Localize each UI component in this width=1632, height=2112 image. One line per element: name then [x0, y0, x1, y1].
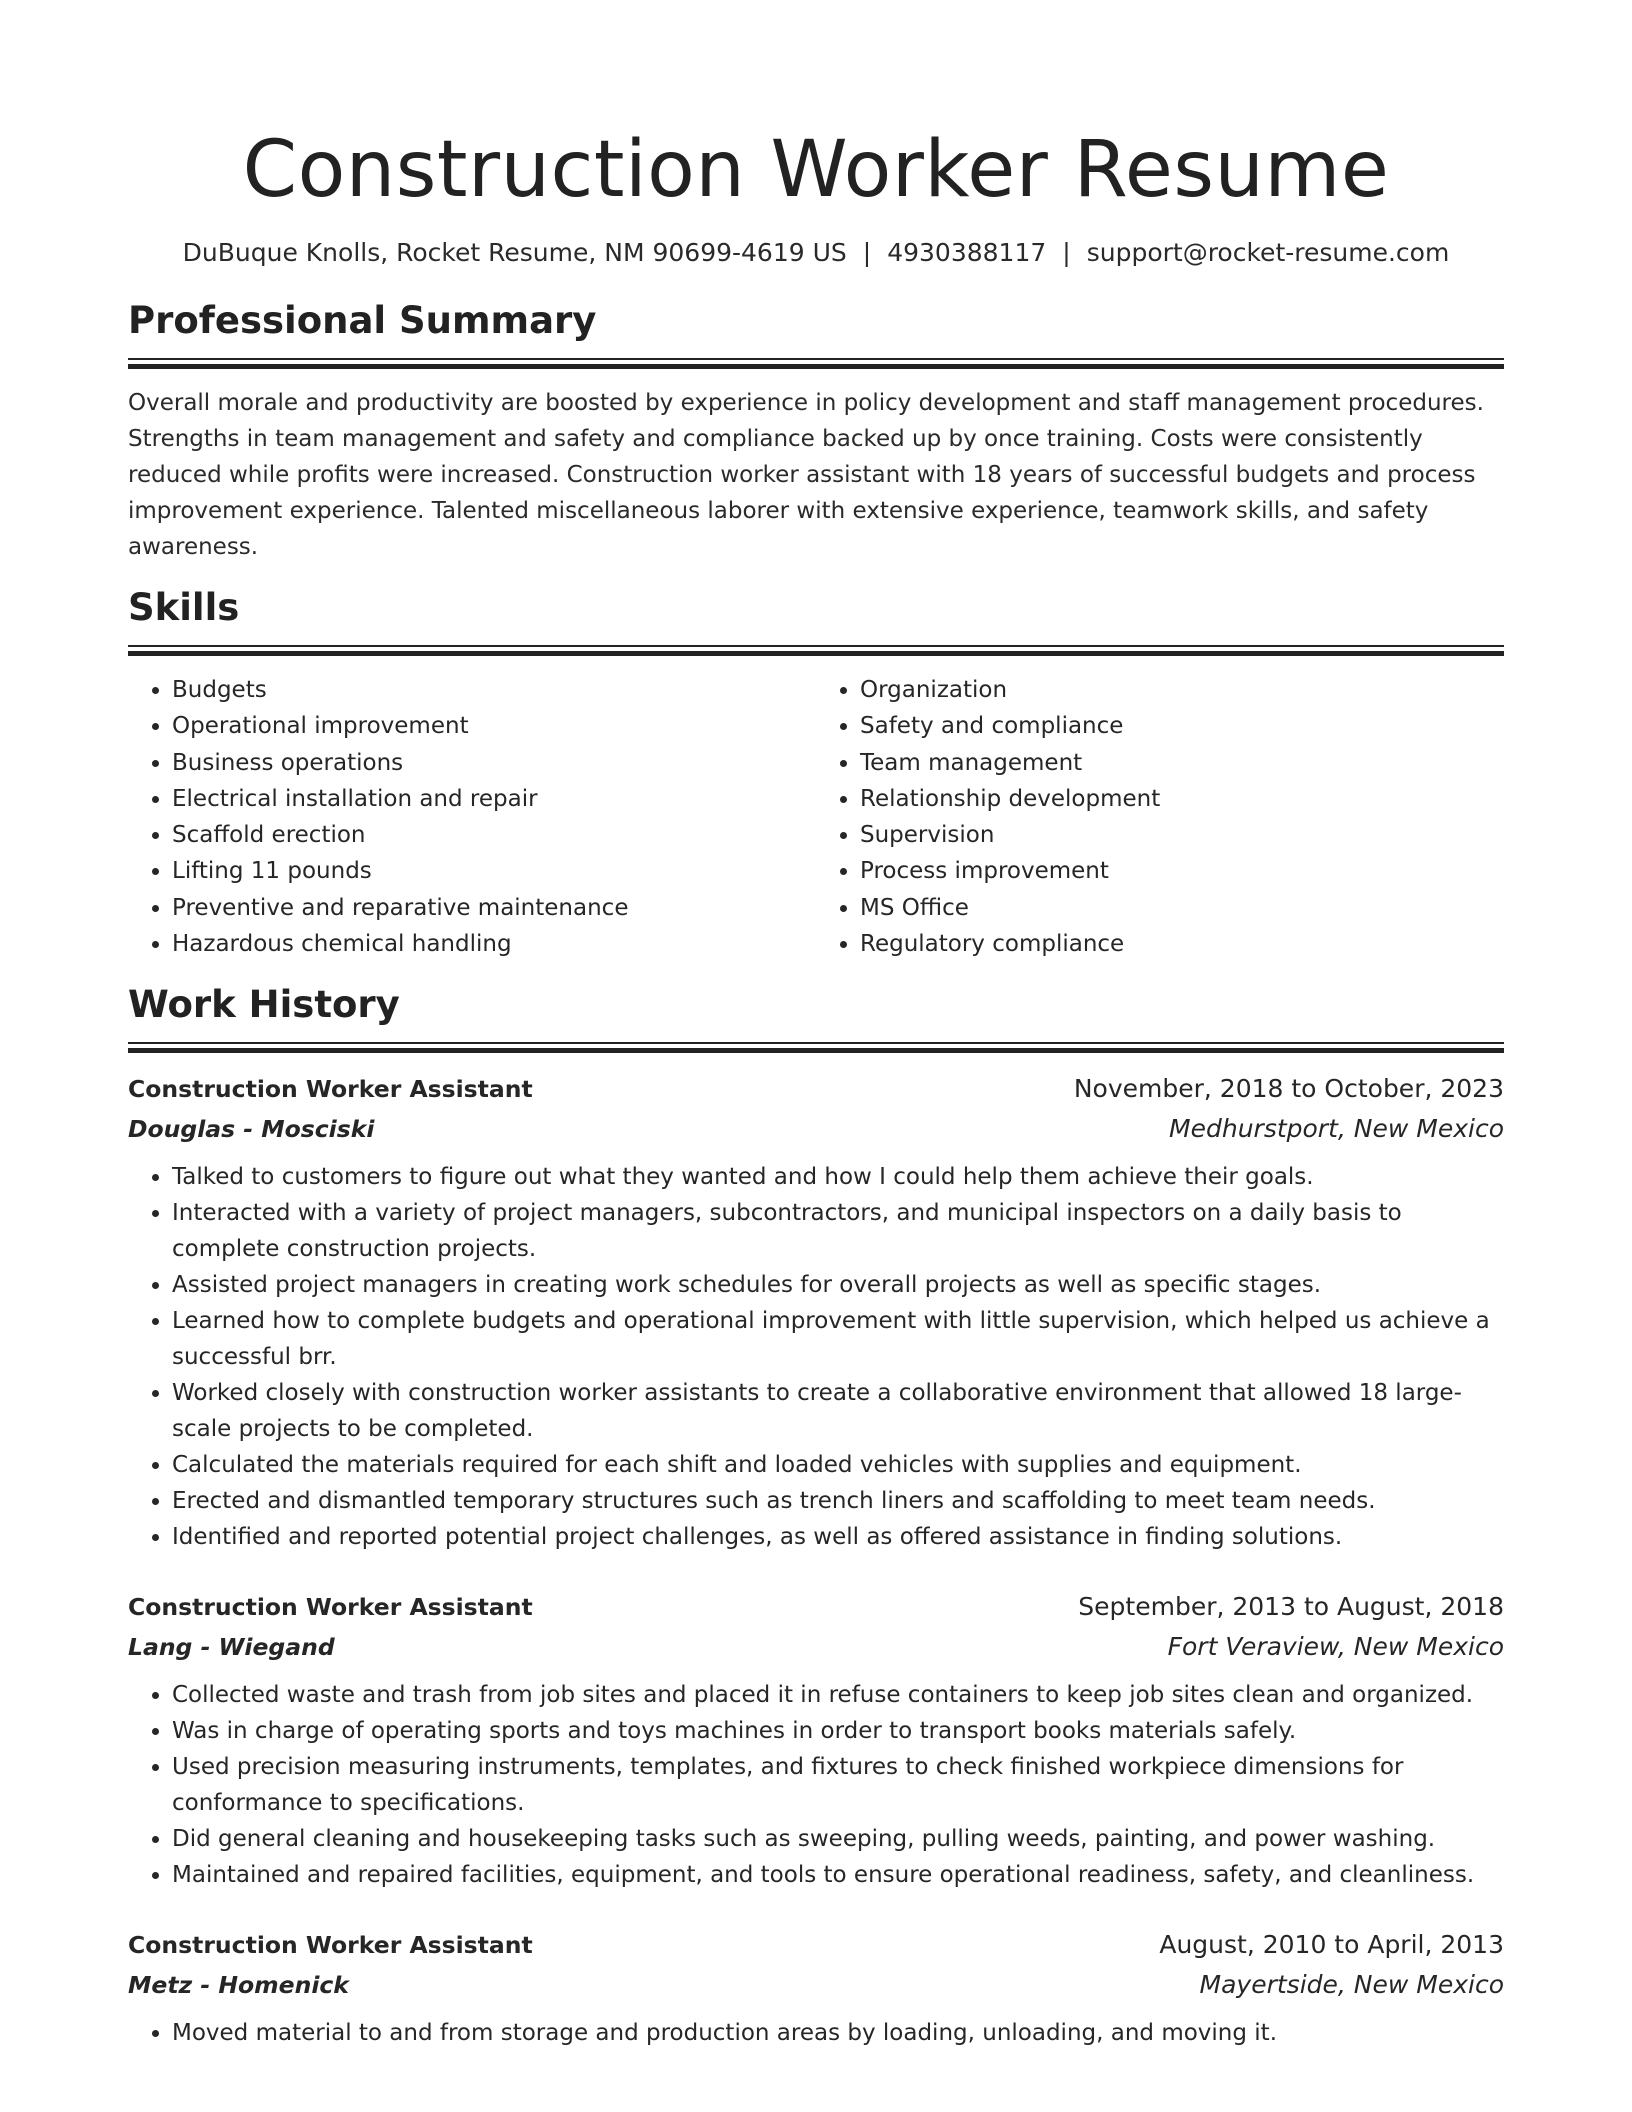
job-dates: November, 2018 to October, 2023: [1073, 1074, 1504, 1104]
job-header-row: [128, 1925, 1504, 1965]
job-header-row: [128, 1587, 1504, 1627]
job-company-row: [128, 1109, 1504, 1149]
skills-list-right: [816, 672, 1504, 962]
job-location: Medhurstport, New Mexico: [1169, 1114, 1504, 1144]
job-bullet: • Erected and dismantled temporary structures such as trench liners and scaffolding to meet team needs.: [172, 1483, 1504, 1519]
job-company-row: [128, 1965, 1504, 2005]
job-title: Construction Worker Assistant: [128, 1075, 533, 1104]
skill-item: • Scaffold erection: [172, 817, 816, 853]
contact-separator: |: [1062, 238, 1071, 267]
resume-page: [128, 0, 1504, 2083]
skill-item: • Team management: [860, 745, 1504, 781]
job-bullets: [128, 1159, 1504, 1555]
job-bullet: • Maintained and repaired facilities, equipment, and tools to ensure operational readiness, safety, and cleanliness.: [172, 1857, 1504, 1893]
skill-item: • MS Office: [860, 890, 1504, 926]
job-company: Lang - Wiegand: [128, 1633, 335, 1662]
job-location: Fort Veraview, New Mexico: [1167, 1632, 1504, 1662]
resume-title: Construction Worker Resume: [242, 125, 1390, 215]
job-bullet: • Identified and reported potential project challenges, as well as offered assistance in finding solutions.: [172, 1519, 1504, 1555]
job-entry: [128, 1587, 1504, 1893]
job-entry: [128, 1925, 1504, 2051]
job-bullet: • Collected waste and trash from job sites and placed it in refuse containers to keep job sites clean and organized.: [172, 1677, 1504, 1713]
section-heading-skills: Skills: [128, 586, 240, 629]
contact-address: DuBuque Knolls, Rocket Resume, NM 90699-4619 US: [182, 238, 847, 267]
job-company-row: [128, 1627, 1504, 1667]
job-bullet: • Assisted project managers in creating work schedules for overall projects as well as specific stages.: [172, 1267, 1504, 1303]
skill-item: • Process improvement: [860, 853, 1504, 889]
skill-item: • Operational improvement: [172, 708, 816, 744]
job-bullet: • Worked closely with construction worker assistants to create a collaborative environment that allowed 18 large-scale projects to be completed.: [172, 1375, 1504, 1447]
skill-item: • Relationship development: [860, 781, 1504, 817]
job-bullet: • Learned how to complete budgets and operational improvement with little supervision, which helped us achieve a successful brr.: [172, 1303, 1504, 1375]
skill-item: • Lifting 11 pounds: [172, 853, 816, 889]
summary-section: [128, 298, 1504, 565]
job-location: Mayertside, New Mexico: [1199, 1970, 1504, 2000]
contact-email: support@rocket-resume.com: [1086, 238, 1450, 267]
contact-separator: |: [862, 238, 872, 267]
job-bullet: • Interacted with a variety of project managers, subcontractors, and municipal inspectors on a daily basis to complete construction projects.: [172, 1195, 1504, 1267]
job-header-row: [128, 1069, 1504, 1109]
skill-item: • Organization: [860, 672, 1504, 708]
section-heading-summary: Professional Summary: [128, 299, 597, 342]
job-company: Douglas - Mosciski: [128, 1115, 375, 1144]
skill-item: • Business operations: [172, 745, 816, 781]
skill-item: • Preventive and reparative maintenance: [172, 890, 816, 926]
skill-item: • Safety and compliance: [860, 708, 1504, 744]
skills-list-left: [128, 672, 816, 962]
section-heading-work: Work History: [128, 983, 400, 1027]
job-bullet: • Used precision measuring instruments, templates, and fixtures to check finished workpiece dimensions for conformance to specifications.: [172, 1749, 1504, 1821]
skill-item: • Regulatory compliance: [860, 926, 1504, 962]
skill-item: • Hazardous chemical handling: [172, 926, 816, 962]
skills-section: [128, 585, 1504, 962]
work-section: [128, 982, 1504, 2051]
job-dates: September, 2013 to August, 2018: [1078, 1592, 1504, 1622]
skill-item: • Budgets: [172, 672, 816, 708]
work-history-list: [128, 1069, 1504, 2051]
job-title: Construction Worker Assistant: [128, 1931, 533, 1960]
job-bullets: [128, 1677, 1504, 1893]
skill-item: • Supervision: [860, 817, 1504, 853]
job-dates: August, 2010 to April, 2013: [1159, 1930, 1504, 1960]
job-bullets: [128, 2015, 1504, 2051]
section-divider: [128, 645, 1504, 656]
job-bullet: • Was in charge of operating sports and toys machines in order to transport books materials safely.: [172, 1713, 1504, 1749]
job-bullet: • Moved material to and from storage and production areas by loading, unloading, and moving it.: [172, 2015, 1504, 2051]
contact-phone: 4930388117: [887, 238, 1047, 267]
section-divider: [128, 1042, 1504, 1053]
job-title: Construction Worker Assistant: [128, 1593, 533, 1622]
skill-item: • Electrical installation and repair: [172, 781, 816, 817]
section-divider: [128, 358, 1504, 369]
job-entry: [128, 1069, 1504, 1555]
job-bullet: • Did general cleaning and housekeeping tasks such as sweeping, pulling weeds, painting, and power washing.: [172, 1821, 1504, 1857]
skills-columns: [128, 672, 1504, 962]
job-bullet: • Calculated the materials required for each shift and loaded vehicles with supplies and equipment.: [172, 1447, 1504, 1483]
job-bullet: • Talked to customers to figure out what they wanted and how I could help them achieve their goals.: [172, 1159, 1504, 1195]
job-company: Metz - Homenick: [128, 1971, 349, 2000]
contact-line: [128, 236, 1504, 270]
summary-text: Overall morale and productivity are boosted by experience in policy development and staff management procedures. Strengths in team management and safety and compliance backed up by once training. Costs were consistently reduced while profits were increased. Construction worker assistant with 18 years of successful budgets and process improvement experience. Talented miscellaneous laborer with extensive experience, teamwork skills, and safety awareness.: [128, 390, 1484, 560]
